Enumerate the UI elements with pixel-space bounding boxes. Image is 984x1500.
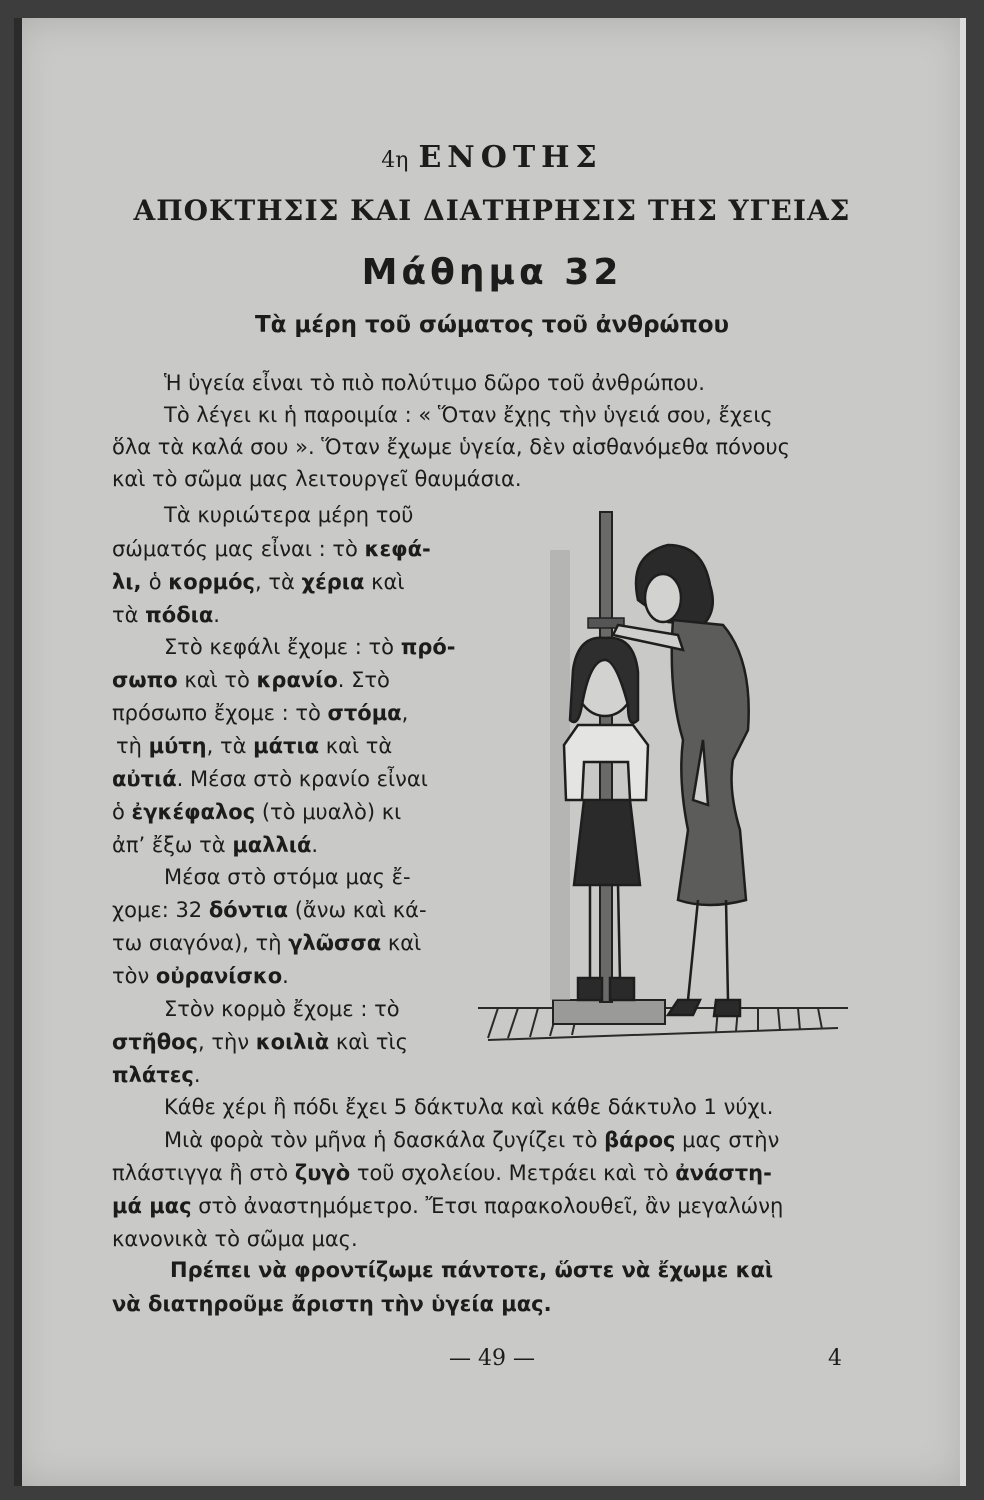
- term-prosopo: πρό-: [400, 635, 456, 659]
- term-anastima: ἀνάστη-: [675, 1161, 772, 1185]
- term-dontia: δόντια: [208, 898, 289, 922]
- text: μας στὴν: [675, 1128, 780, 1152]
- term-zygo: ζυγὸ: [294, 1161, 351, 1185]
- term-stithos: στῆθος: [112, 1030, 199, 1054]
- col-p3-line-1: Μέσα στὸ στόμα μας ἔ-: [164, 865, 411, 889]
- text: καὶ τὰ: [319, 734, 393, 758]
- text: τὰ: [112, 603, 146, 627]
- term-enkefalos: ἐγκέφαλος: [131, 800, 256, 824]
- term-kefali: κεφά-: [364, 537, 431, 561]
- text: .: [282, 964, 289, 988]
- text: .: [311, 833, 319, 857]
- text: τω σιαγόνα), τὴ: [112, 931, 289, 955]
- text: Μιὰ φορὰ τὸν μῆνα ἡ δασκάλα ζυγίζει τὸ: [164, 1128, 605, 1152]
- col-p2-line-7: [112, 830, 318, 860]
- term-stoma: στόμα: [327, 701, 402, 725]
- col-p2-line-1: [164, 632, 456, 662]
- text: τοῦ σχολείου. Μετράει καὶ τὸ: [350, 1161, 676, 1185]
- col-p2-line-6: [112, 797, 401, 827]
- text: καὶ τὸ: [177, 668, 257, 692]
- text: ,: [401, 701, 409, 725]
- page-number: — 49 —: [449, 1346, 535, 1371]
- intro-line-3: ὅλα τὰ καλά σου ». Ὅταν ἔχωμε ὑγεία, δὲν αἰσθανόμεθα πόνους: [112, 435, 791, 459]
- text: .: [213, 603, 220, 627]
- body2-line-5: κανονικὰ τὸ σῶμα μας.: [112, 1227, 358, 1251]
- text: , τὰ: [206, 734, 254, 758]
- term-koilia: κοιλιὰ: [255, 1030, 330, 1054]
- col-p4-line-2: [112, 1027, 408, 1057]
- intro-line-2: Τὸ λέγει κι ἡ παροιμία : « Ὅταν ἔχῃς τὴν ὑγειά σου, ἔχεις: [164, 403, 773, 427]
- term-glossa: γλῶσσα: [288, 931, 382, 955]
- text: σώματός μας εἶναι : τὸ: [112, 537, 365, 561]
- col-p2-line-3: [112, 698, 408, 728]
- col-p4-line-3: [112, 1060, 201, 1090]
- term-xeria: χέρια: [301, 570, 365, 594]
- term-mallia: μαλλιά: [232, 833, 312, 857]
- term-myti: μύτη: [148, 734, 207, 758]
- intro-line-4: καὶ τὸ σῶμα μας λειτουργεῖ θαυμάσια.: [112, 467, 522, 491]
- col-p1-line-4: [112, 600, 220, 630]
- unit-heading: [0, 140, 984, 175]
- body2-line-4: [112, 1191, 783, 1221]
- text: ὁ: [112, 800, 132, 824]
- page-spine: [14, 18, 22, 1486]
- text: καὶ τὶς: [329, 1030, 408, 1054]
- intro-line-1: Ἡ ὑγεία εἶναι τὸ πιὸ πολύτιμο δῶρο τοῦ ἀνθρώπου.: [164, 371, 705, 395]
- text: πρόσωπο ἔχομε : τὸ: [112, 701, 328, 725]
- term-ouranisko: οὐρανίσκο: [155, 964, 283, 988]
- printer-signature: 4: [828, 1346, 842, 1371]
- text: .: [193, 1063, 201, 1087]
- lesson-subtitle: Τὰ μέρη τοῦ σώματος τοῦ ἀνθρώπου: [254, 312, 730, 338]
- term-matia: μάτια: [253, 734, 320, 758]
- body2-line-1: Κάθε χέρι ἢ πόδι ἔχει 5 δάκτυλα καὶ κάθε δάκτυλο 1 νύχι.: [164, 1095, 774, 1119]
- body2-line-2: [164, 1125, 779, 1155]
- body2-line-3: [112, 1158, 772, 1188]
- text: , τὴν: [198, 1030, 256, 1054]
- col-p3-line-4: [112, 961, 289, 991]
- col-p1-line-2: [112, 534, 431, 564]
- text: (ἄνω καὶ κά-: [288, 898, 427, 922]
- text: . Μέσα στὸ κρανίο εἶναι: [176, 767, 428, 791]
- col-p2-line-2: [112, 665, 390, 695]
- col-p3-line-3: [112, 928, 421, 958]
- term-kefali-end: λι,: [112, 570, 149, 594]
- text: ἀπ’ ἔξω τὰ: [112, 833, 233, 857]
- text: (τὸ μυαλὸ) κι: [255, 800, 402, 824]
- unit-title: ΕΝΟΤΗΣ: [418, 140, 603, 175]
- unit-prefix: 4η: [381, 148, 409, 173]
- term-prosopo-end: σωπο: [112, 668, 178, 692]
- text: , τὰ: [255, 570, 302, 594]
- col-p2-line-4: [116, 731, 392, 761]
- term-kranio: κρανίο: [256, 668, 338, 692]
- text: στὸ ἀναστημόμετρο. Ἔτσι παρακολουθεῖ, ἂν μεγαλώνῃ: [191, 1194, 784, 1218]
- text: τὴ: [116, 734, 149, 758]
- text: . Στὸ: [337, 668, 390, 692]
- text: χομε: 32: [112, 898, 209, 922]
- text: Στὸ κεφάλι ἔχομε : τὸ: [164, 635, 401, 659]
- term-aftia: αὐτιά: [112, 767, 177, 791]
- teacher-measuring-girl-height-illustration: [478, 500, 848, 1060]
- col-p1-line-1: Τὰ κυριώτερα μέρη τοῦ: [164, 503, 414, 527]
- term-anastima-end: μά μας: [112, 1194, 192, 1218]
- col-p3-line-2: [112, 895, 427, 925]
- text: καὶ: [381, 931, 422, 955]
- page-edge: [960, 18, 966, 1486]
- text: ὁ: [148, 570, 169, 594]
- conclusion-line-2: νὰ διατηροῦμε ἄριστη τὴν ὑγεία μας.: [112, 1292, 552, 1316]
- col-p2-line-5: [112, 764, 428, 794]
- col-p4-line-1: Στὸν κορμὸ ἔχομε : τὸ: [164, 997, 400, 1021]
- term-varos: βάρος: [604, 1128, 676, 1152]
- lesson-title: Μάθημα 32: [361, 252, 623, 293]
- text: τὸν: [112, 964, 156, 988]
- term-kormos: κορμός: [168, 570, 256, 594]
- conclusion-line-1: Πρέπει νὰ φροντίζωμε πάντοτε, ὥστε νὰ ἔχωμε καὶ: [170, 1258, 774, 1282]
- col-p1-line-3: [112, 567, 404, 597]
- text: καὶ: [364, 570, 405, 594]
- text: πλάστιγγα ἢ στὸ: [112, 1161, 295, 1185]
- term-plates: πλάτες: [112, 1063, 194, 1087]
- term-podia: πόδια: [145, 603, 214, 627]
- part-title: ΑΠΟΚΤΗΣΙΣ ΚΑΙ ΔΙΑΤΗΡΗΣΙΣ ΤΗΣ ΥΓΕΙΑΣ: [133, 194, 851, 227]
